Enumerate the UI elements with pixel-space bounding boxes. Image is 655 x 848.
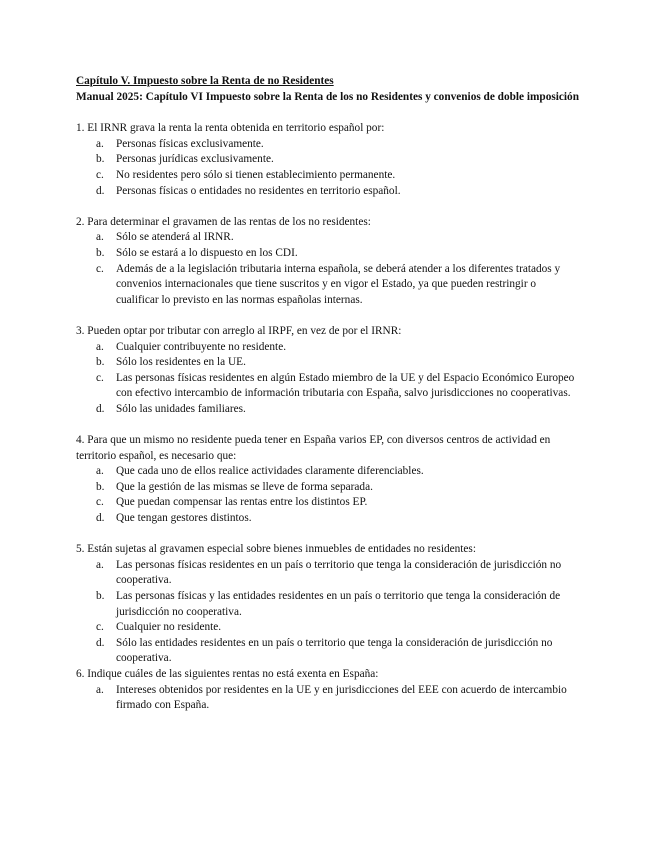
option-letter: d. — [96, 184, 105, 197]
question-4 — [76, 433, 581, 527]
option-list — [76, 558, 581, 667]
question-6 — [76, 667, 581, 714]
option-b — [76, 152, 581, 168]
question-3 — [76, 324, 581, 418]
question-text: 6. Indique cuáles de las siguientes rentas no está exenta en España: — [76, 667, 379, 680]
option-list — [76, 683, 581, 714]
option-letter: c. — [96, 168, 104, 181]
option-list — [76, 340, 581, 418]
option-letter: c. — [96, 262, 104, 275]
option-c — [76, 371, 581, 402]
option-letter: d. — [96, 512, 105, 525]
option-letter: c. — [96, 371, 104, 384]
option-list — [76, 464, 581, 526]
option-letter: b. — [96, 246, 105, 259]
option-b — [76, 480, 581, 496]
option-d — [76, 636, 581, 667]
option-text: Cualquier contribuyente no residente. — [116, 340, 287, 353]
option-a — [76, 230, 581, 246]
option-letter: b. — [96, 590, 105, 602]
spacer — [76, 527, 581, 543]
option-text: No residentes pero sólo si tienen establecimiento permanente. — [116, 168, 396, 181]
option-text: Sólo se estará a lo dispuesto en los CDI. — [116, 246, 298, 259]
option-list — [76, 230, 581, 308]
question-5 — [76, 542, 581, 667]
option-letter: a. — [96, 465, 104, 478]
option-text: Sólo se atenderá al IRNR. — [116, 231, 234, 244]
option-letter: b. — [96, 480, 105, 493]
option-text: Intereses obtenidos por residentes en la UE y en jurisdicciones del EEE con acuerdo de intercambio firmado con España. — [116, 683, 567, 712]
spacer — [76, 199, 581, 215]
option-text: Las personas físicas residentes en un país o territorio que tenga la consideración de jurisdicción no cooperativa. — [116, 558, 562, 587]
question-text: 3. Pueden optar por tributar con arreglo al IRPF, en vez de por el IRNR: — [76, 324, 402, 337]
option-text: Cualquier no residente. — [116, 621, 222, 634]
chapter-title: Capítulo V. Impuesto sobre la Renta de no Residentes — [76, 75, 334, 87]
option-letter: b. — [96, 153, 105, 166]
question-text: 2. Para determinar el gravamen de las rentas de los no residentes: — [76, 215, 371, 228]
option-text: Sólo las unidades familiares. — [116, 402, 246, 415]
option-letter: a. — [96, 683, 104, 696]
option-letter: a. — [96, 558, 104, 571]
option-a — [76, 558, 581, 589]
option-letter: a. — [96, 231, 104, 244]
spacer — [76, 417, 581, 433]
option-letter: b. — [96, 356, 105, 369]
option-text: Sólo las entidades residentes en un país o territorio que tenga la consideración de jurisdicción no cooperativa. — [116, 636, 553, 665]
option-d — [76, 511, 581, 527]
option-a — [76, 464, 581, 480]
option-text: Que cada uno de ellos realice actividades claramente diferenciables. — [116, 465, 424, 478]
option-c — [76, 168, 581, 184]
option-text: Que la gestión de las mismas se lleve de forma separada. — [116, 480, 373, 493]
option-c — [76, 262, 581, 309]
option-text: Las personas físicas residentes en algún Estado miembro de la UE y del Espacio Económico Europeo con efectivo intercambio de información tributaria con España, salvo jurisdicciones no cooperativas. — [116, 371, 575, 400]
question-text: 1. El IRNR grava la renta la renta obtenida en territorio español por: — [76, 122, 385, 135]
option-text: Personas jurídicas exclusivamente. — [116, 153, 274, 166]
option-letter: c. — [96, 621, 104, 634]
option-text: Además de a la legislación tributaria interna española, se deberá atender a los diferentes tratados y convenios internacionales que tiene suscritos y en vigor el Estado, ya que pueden restringir o cualificar lo previsto en las normas españolas internas. — [116, 262, 561, 306]
option-d — [76, 184, 581, 200]
question-2 — [76, 215, 581, 309]
option-a — [76, 340, 581, 356]
option-c — [76, 495, 581, 511]
manual-title: Manual 2025: Capítulo VI Impuesto sobre la Renta de los no Residentes y convenios de doble imposición — [76, 90, 579, 103]
option-text: Que puedan compensar las rentas entre los distintos EP. — [116, 496, 368, 509]
question-1 — [76, 121, 581, 199]
option-letter: d. — [96, 402, 105, 415]
question-text: 4. Para que un mismo no residente pueda tener en España varios EP, con diversos centros de actividad en territorio español, es necesario que: — [76, 434, 551, 462]
spacer — [76, 308, 581, 324]
option-a — [76, 683, 581, 714]
option-c — [76, 620, 581, 636]
option-text: Sólo los residentes en la UE. — [116, 356, 246, 369]
option-b — [76, 589, 581, 620]
option-b — [76, 246, 581, 262]
option-b — [76, 355, 581, 371]
option-text: Que tengan gestores distintos. — [116, 512, 252, 525]
option-letter: c. — [96, 496, 104, 509]
option-text: Las personas físicas y las entidades residentes en un país o territorio que tenga la consideración de jurisdicción no cooperativa. — [116, 590, 561, 618]
option-text: Personas físicas o entidades no residentes en territorio español. — [116, 184, 401, 197]
option-letter: a. — [96, 137, 104, 150]
option-letter: a. — [96, 340, 104, 353]
option-d — [76, 402, 581, 418]
option-letter: d. — [96, 636, 105, 649]
option-list — [76, 137, 581, 199]
question-text: 5. Están sujetas al gravamen especial sobre bienes inmuebles de entidades no residentes: — [76, 543, 476, 556]
option-a — [76, 137, 581, 153]
option-text: Personas físicas exclusivamente. — [116, 137, 264, 150]
document-page — [76, 74, 581, 714]
